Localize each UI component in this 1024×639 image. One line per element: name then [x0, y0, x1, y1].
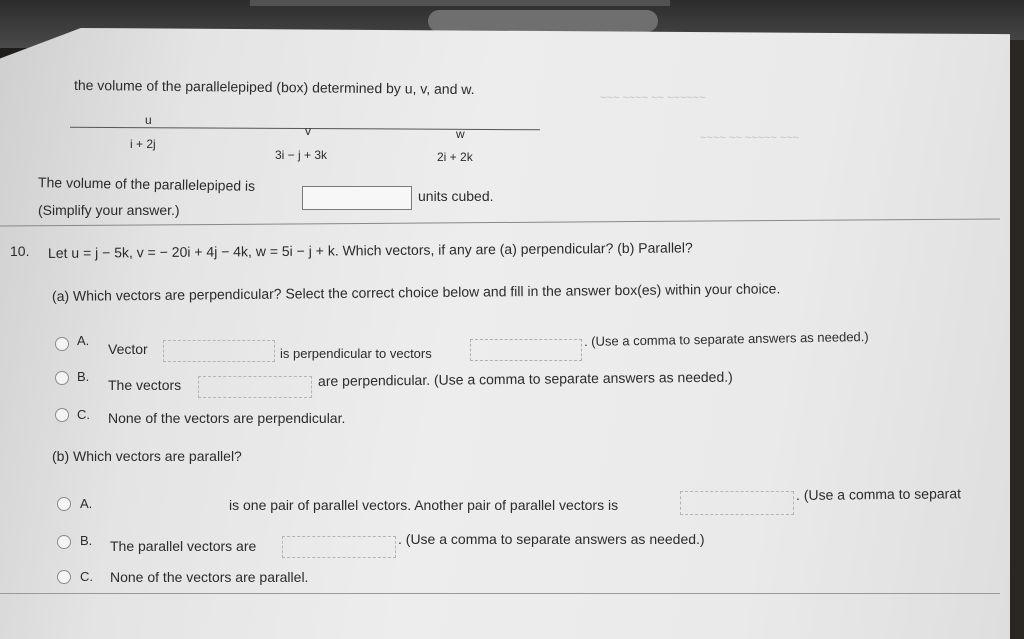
part-a-option-a-radio[interactable]: [55, 337, 69, 351]
question-number: 10.: [10, 243, 30, 259]
part-a-vector-input[interactable]: [163, 340, 275, 362]
part-b-option-c-text: None of the vectors are parallel.: [110, 569, 309, 585]
table-value-u: i + 2j: [130, 137, 156, 151]
table-value-w: 2i + 2k: [437, 150, 473, 164]
part-a-option-c-text: None of the vectors are perpendicular.: [108, 410, 346, 426]
part-b-another-pair-input[interactable]: [680, 491, 794, 515]
part-b-option-a-note: . (Use a comma to separat: [795, 485, 962, 503]
part-a-prompt: (a) Which vectors are perpendicular? Select the correct choice below and fill in the answer box(es) within your choice.: [51, 280, 781, 304]
volume-units: units cubed.: [418, 188, 494, 204]
part-b-prompt: (b) Which vectors are parallel?: [52, 448, 242, 464]
part-b-parallel-input[interactable]: [282, 536, 396, 558]
part-a-vectors-input[interactable]: [470, 339, 582, 361]
part-b-option-a-letter: A.: [80, 496, 93, 511]
part-a-option-c-radio[interactable]: [55, 408, 69, 422]
volume-prompt: the volume of the parallelepiped (box) determined by u, v, and w.: [73, 76, 475, 98]
part-b-option-c-radio[interactable]: [57, 570, 71, 584]
table-header-u: u: [145, 113, 152, 127]
window-grab-handle: [428, 10, 658, 32]
part-b-option-b-note: . (Use a comma to separate answers as needed.): [398, 531, 705, 547]
part-a-option-a-letter: A.: [77, 333, 90, 348]
part-a-option-a-note: . (Use a comma to separate answers as needed.): [583, 329, 869, 349]
show-through-text: ~~~~ ~~ ~~~~~ ~~~: [700, 132, 800, 144]
part-b-option-b-radio[interactable]: [57, 535, 71, 549]
table-header-v: v: [305, 124, 311, 138]
question-10-text: Let u = j − 5k, v = − 20i + 4j − 4k, w = 5i − j + k. Which vectors, if any are (a) perpendicular? (b) Parallel?: [47, 239, 693, 261]
volume-label: The volume of the parallelepiped is: [37, 174, 256, 194]
table-header-w: w: [456, 127, 465, 141]
part-b-option-c-letter: C.: [80, 569, 93, 584]
table-value-v: 3i − j + 3k: [275, 148, 328, 162]
part-a-option-a-text: Vector: [108, 341, 148, 357]
part-b-option-a-text: is one pair of parallel vectors. Another pair of parallel vectors is: [229, 497, 619, 513]
part-a-option-b-radio[interactable]: [55, 371, 69, 385]
part-b-option-a-radio[interactable]: [57, 497, 71, 511]
part-a-option-b-note: are perpendicular. (Use a comma to separate answers as needed.): [317, 368, 733, 389]
part-b-option-b-letter: B.: [80, 533, 93, 548]
bezel-highlight: [250, 0, 670, 6]
part-b-pair-input[interactable]: [108, 495, 222, 517]
bottom-divider: [0, 593, 1000, 594]
show-through-text: ~~~ ~~~~ ~~ ~~~~~~: [600, 92, 706, 104]
part-a-option-a-mid: is perpendicular to vectors: [280, 346, 432, 361]
part-a-perpendicular-input[interactable]: [198, 376, 312, 398]
part-a-option-c-letter: C.: [77, 407, 90, 422]
part-a-option-b-text: The vectors: [108, 377, 182, 393]
volume-answer-input[interactable]: [302, 186, 412, 210]
part-b-option-b-text: The parallel vectors are: [110, 538, 257, 554]
part-a-option-b-letter: B.: [77, 369, 90, 384]
volume-hint: (Simplify your answer.): [38, 202, 180, 218]
